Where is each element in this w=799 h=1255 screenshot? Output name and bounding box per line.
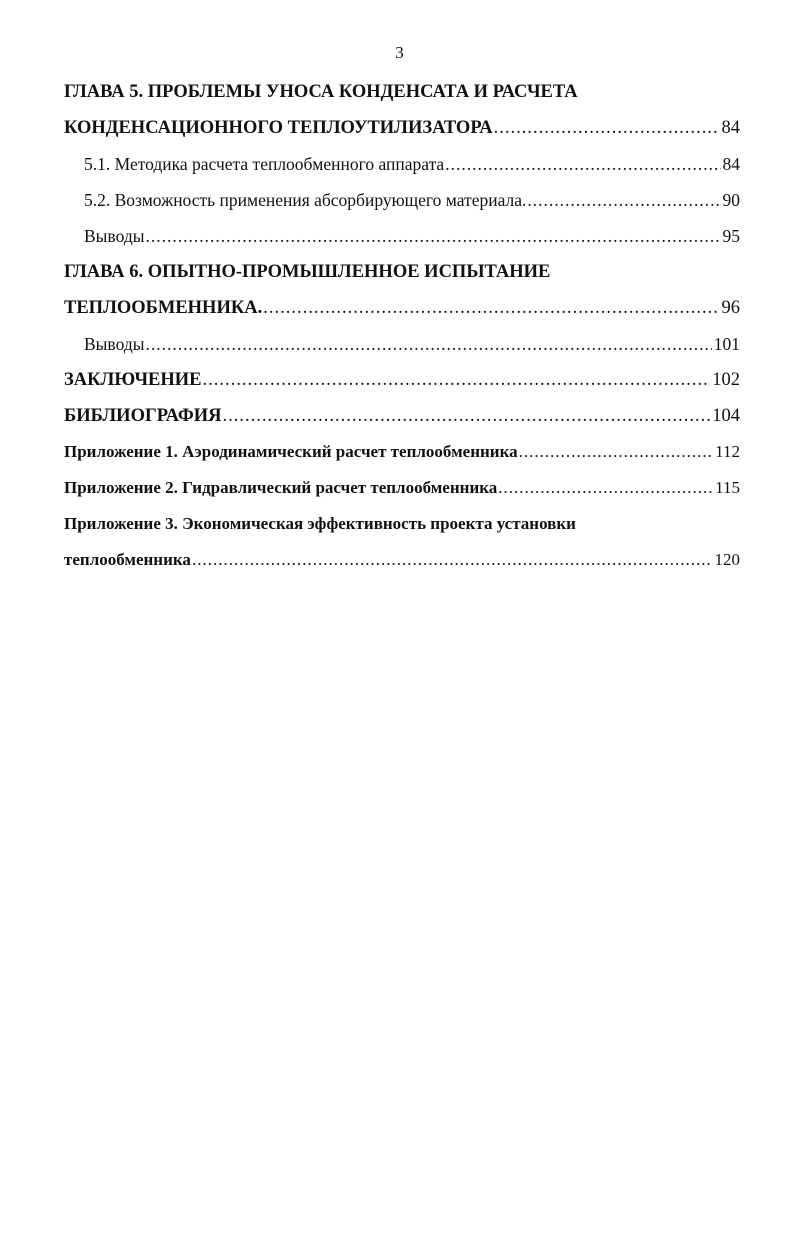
toc-entry-chapter-5[interactable]	[64, 110, 740, 146]
dot-leader	[494, 110, 720, 146]
toc-page-number: 84	[722, 154, 740, 174]
dot-leader	[145, 326, 711, 362]
toc-entry-bibliography[interactable]	[64, 398, 740, 434]
toc-chapter-6-title-line-1	[64, 254, 740, 290]
toc-section-title: 5.1. Методика расчета теплообменного аппарата	[84, 154, 445, 174]
toc-bibliography-title: БИБЛИОГРАФИЯ	[64, 406, 222, 426]
dot-leader	[223, 398, 711, 434]
toc-entry-chapter-6-conclusions[interactable]	[64, 326, 740, 362]
toc-appendix-3-title-line-1	[64, 506, 740, 542]
page-number: 3	[395, 43, 404, 62]
toc-page-number: 102	[712, 370, 740, 390]
dot-leader	[263, 290, 719, 326]
toc-entry-chapter-5-conclusions[interactable]	[64, 218, 740, 254]
toc-entry-section-5-1[interactable]	[64, 146, 740, 182]
toc-entry-appendix-3[interactable]	[64, 542, 740, 578]
dot-leader	[519, 434, 714, 470]
toc-page-number: 95	[722, 226, 740, 246]
toc-chapter-5-title-continued: КОНДЕНСАЦИОННОГО ТЕПЛОУТИЛИЗАТОРА	[64, 118, 493, 138]
toc-page-number: 115	[715, 478, 740, 497]
toc-entry-chapter-6[interactable]	[64, 290, 740, 326]
toc-entry-appendix-2[interactable]	[64, 470, 740, 506]
dot-leader	[192, 542, 713, 578]
dot-leader	[145, 218, 720, 254]
dot-leader	[498, 470, 713, 506]
toc-page-number: 101	[713, 334, 740, 354]
toc-page-number: 112	[715, 442, 740, 461]
toc-conclusion-title: ЗАКЛЮЧЕНИЕ	[64, 370, 202, 390]
toc-page-number: 90	[722, 190, 740, 210]
toc-entry-conclusion[interactable]	[64, 362, 740, 398]
toc-page-number: 104	[712, 406, 740, 426]
dot-leader	[445, 146, 720, 182]
toc-entry-section-5-2[interactable]	[64, 182, 740, 218]
dot-leader	[203, 362, 711, 398]
toc-chapter-5-title-line-1	[64, 74, 740, 110]
toc-page-number: 96	[721, 298, 740, 318]
toc-page-number: 120	[714, 550, 740, 569]
toc-appendix-3-title: Приложение 3. Экономическая эффективность проекта установки	[64, 514, 576, 533]
toc-page-number: 84	[721, 118, 740, 138]
toc-entry-appendix-1[interactable]	[64, 434, 740, 470]
toc-appendix-3-title-continued: теплообменника	[64, 550, 191, 569]
table-of-contents	[64, 74, 740, 578]
toc-section-title: Выводы	[84, 334, 145, 354]
toc-chapter-5-title: ГЛАВА 5. ПРОБЛЕМЫ УНОСА КОНДЕНСАТА И РАСЧЕТА	[64, 82, 578, 102]
toc-section-title: Выводы	[84, 226, 145, 246]
toc-chapter-6-title-continued: ТЕПЛООБМЕННИКА.	[64, 298, 263, 318]
toc-chapter-6-title: ГЛАВА 6. ОПЫТНО-ПРОМЫШЛЕННОЕ ИСПЫТАНИЕ	[64, 262, 551, 282]
toc-appendix-title: Приложение 1. Аэродинамический расчет теплообменника	[64, 442, 518, 461]
toc-appendix-title: Приложение 2. Гидравлический расчет теплообменника	[64, 478, 498, 497]
toc-section-title: 5.2. Возможность применения абсорбирующего материала.	[84, 190, 527, 210]
dot-leader	[527, 182, 720, 218]
